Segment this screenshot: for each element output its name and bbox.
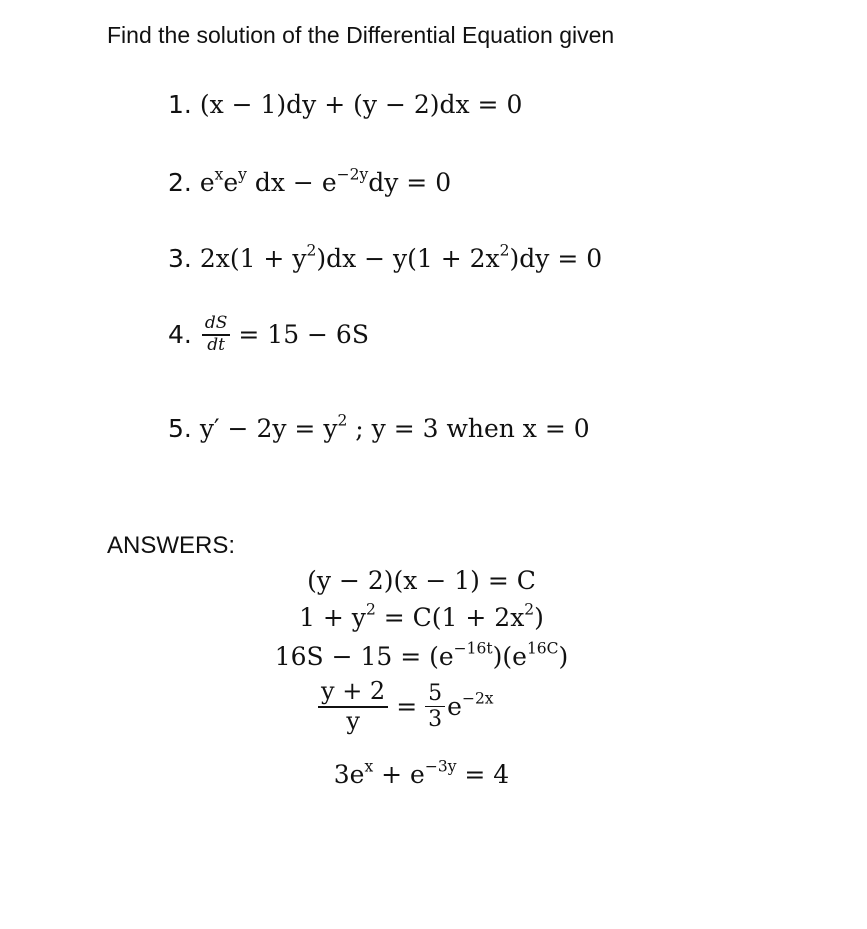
numerator: y + 2 <box>318 678 388 708</box>
problem-number: 3. <box>168 244 192 273</box>
problem-3 <box>168 241 603 273</box>
problem-2 <box>168 165 452 197</box>
equation: $e^xe^y$ dx − $e^{-2y}dy = 0$ <box>199 165 452 197</box>
exponential: $e^{-2x}$ <box>447 689 494 722</box>
answers-heading: ANSWERS: <box>107 532 236 559</box>
numerator: dS <box>202 314 231 336</box>
numerator: 5 <box>425 681 445 707</box>
equation: $2x(1 + y^2)dx - y(1 + 2x^2)dy = 0$ <box>199 241 603 273</box>
problem-4 <box>168 314 369 355</box>
problem-number: 5. <box>168 414 192 443</box>
denominator: 3 <box>428 707 443 733</box>
equals-sign: = <box>396 692 418 722</box>
instructions-text: Find the solution of the Differential Equation given <box>107 22 615 48</box>
answer-5: $3e^x + e^{-3y} = 4$ <box>333 757 510 789</box>
equation: $y' - 2y = y^2$ ; y = 3 when x = 0 <box>199 411 590 443</box>
problem-5 <box>168 411 590 443</box>
derivative-fraction <box>202 314 231 355</box>
equation-rhs: = 15 − 6S <box>238 320 369 350</box>
denominator: dt <box>207 334 225 355</box>
answer-3: $16S - 15 = (e^{-16t})(e^{16C})$ <box>274 639 569 671</box>
coefficient-fraction <box>425 681 445 733</box>
problem-1 <box>168 90 522 119</box>
problem-number: 1. <box>168 90 192 119</box>
problem-number: 4. <box>168 320 192 350</box>
equation: (x − 1)dy + (y − 2)dx = 0 <box>199 90 523 119</box>
problem-number: 2. <box>168 168 192 197</box>
answer-2: $1 + y^2 = C(1 + 2x^2)$ <box>299 600 544 632</box>
answer-4 <box>318 678 494 735</box>
denominator: y <box>346 706 360 735</box>
answer-1: (y − 2)(x − 1) = C <box>307 566 536 595</box>
lhs-fraction <box>318 678 388 735</box>
